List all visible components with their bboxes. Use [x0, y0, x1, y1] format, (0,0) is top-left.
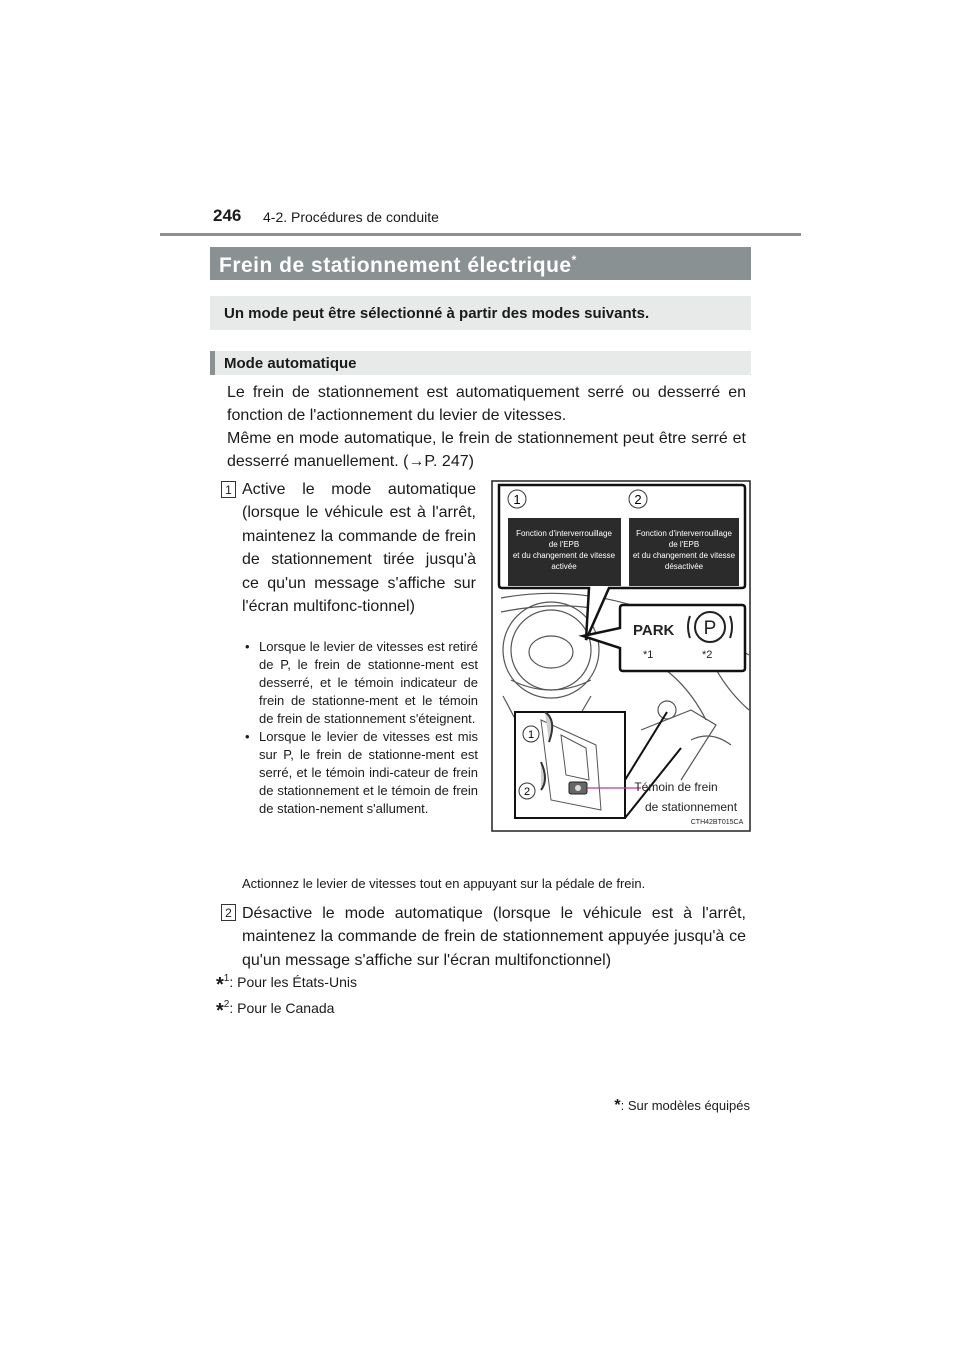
figure-code: CTH42BT015CA	[690, 819, 744, 826]
mode-heading: Mode automatique	[224, 355, 357, 372]
message-1-line: et du changement de vitesse	[512, 551, 616, 560]
star-1-label: *1	[643, 649, 654, 661]
message-2-number: 2	[634, 492, 642, 507]
callout-text-line-2: de stationnement	[644, 800, 738, 814]
footnote-star: *	[216, 974, 224, 996]
message-1-line: Fonction d'interverrouillage	[516, 529, 612, 538]
footnote-star: *	[216, 1000, 224, 1022]
intro-text: Un mode peut être sélectionné à partir des modes suivants.	[224, 305, 650, 322]
page-title: Frein de stationnement électrique	[219, 254, 572, 277]
park-indicator-text: PARK	[633, 622, 675, 639]
section-title: 4-2. Procédures de conduite	[263, 209, 439, 225]
header-rule	[160, 233, 801, 236]
footnote-text: : Pour les États-Unis	[229, 974, 357, 990]
bullet-item: • Lorsque le levier de vitesses est mis sur P, le frein de stationne-ment est serré, et le témoin indi-cateur de frein de stationnement et le témoin de frein de station-nement s'allument.	[245, 729, 478, 816]
mode-heading-bar	[210, 351, 751, 375]
footnote-us	[216, 973, 357, 997]
footnote-canada	[216, 999, 334, 1023]
footnote-sup: 1	[223, 973, 230, 984]
switch-symbol	[575, 785, 581, 791]
equipped-star: *	[614, 1097, 621, 1114]
callout-text-line-1: Témoin de frein	[634, 780, 718, 794]
step-2-text: Désactive le mode automatique (lorsque le véhicule est à l'arrêt, maintenez la commande de frein de stationnement appuyée jusqu'à ce qu'un message s'affiche sur l'écran multifonctionnel)	[242, 905, 746, 969]
message-2-line: de l'EPB	[668, 540, 700, 549]
arrow-1-number: 1	[527, 729, 535, 741]
title-bar	[210, 247, 751, 280]
paragraph-1: Le frein de stationnement est automatiquement serré ou desserré en fonction de l'actionnement du levier de vitesses.	[227, 384, 746, 424]
message-1-number: 1	[513, 492, 521, 507]
footnote-text: : Pour le Canada	[229, 1000, 335, 1016]
park-indicator-p: P	[703, 618, 717, 639]
page-number: 246	[213, 206, 242, 225]
step-1-bullets	[242, 638, 478, 818]
arrow-2-number: 2	[523, 786, 531, 798]
heading-accent	[210, 351, 215, 375]
message-1-line: de l'EPB	[548, 540, 580, 549]
equipped-note	[590, 1097, 750, 1115]
equipped-mark: *	[571, 253, 577, 267]
illustration	[491, 480, 751, 832]
message-2-line: et du changement de vitesse	[632, 551, 736, 560]
step-2-number: 2	[221, 904, 236, 921]
footnote-sup: 2	[223, 999, 230, 1010]
bullet-text: Lorsque le levier de vitesses est mis sur P, le frein de stationne-ment est serré, et le témoin indi-cateur de frein de stationnement et le témoin de frein de station-nement s'allument.	[259, 729, 478, 816]
bullet-text: Lorsque le levier de vitesses est retiré de P, le frein de stationne-ment est desserré, et le témoin indicateur de frein de stationne-ment et le témoin de frein de stationnement s'éteignent.	[259, 639, 478, 726]
equipped-text: : Sur modèles équipés	[620, 1098, 750, 1113]
message-2-line: Fonction d'interverrouillage	[636, 529, 732, 538]
note-text: Actionnez le levier de vitesses tout en appuyant sur la pédale de frein.	[242, 876, 646, 891]
bullet-item: • Lorsque le levier de vitesses est retiré de P, le frein de stationne-ment est desserré, et le témoin indicateur de frein de stationne-ment et le témoin de frein de stationnement s'éteignent.	[245, 639, 478, 726]
message-2-line: désactivée	[664, 562, 704, 571]
step-1-number: 1	[221, 481, 236, 498]
step-1-text: Active le mode automatique (lorsque le véhicule est à l'arrêt, maintenez la commande de frein de stationnement tirée jusqu'à ce qu'un message s'affiche sur l'écran multifonc-tionnel)	[242, 481, 476, 616]
paragraph-2: Même en mode automatique, le frein de stationnement peut être serré et desserré manuellement. (→P. 247)	[227, 430, 746, 470]
star-2-label: *2	[702, 649, 713, 661]
intro-box	[210, 296, 751, 330]
message-1-line: activée	[551, 562, 577, 571]
